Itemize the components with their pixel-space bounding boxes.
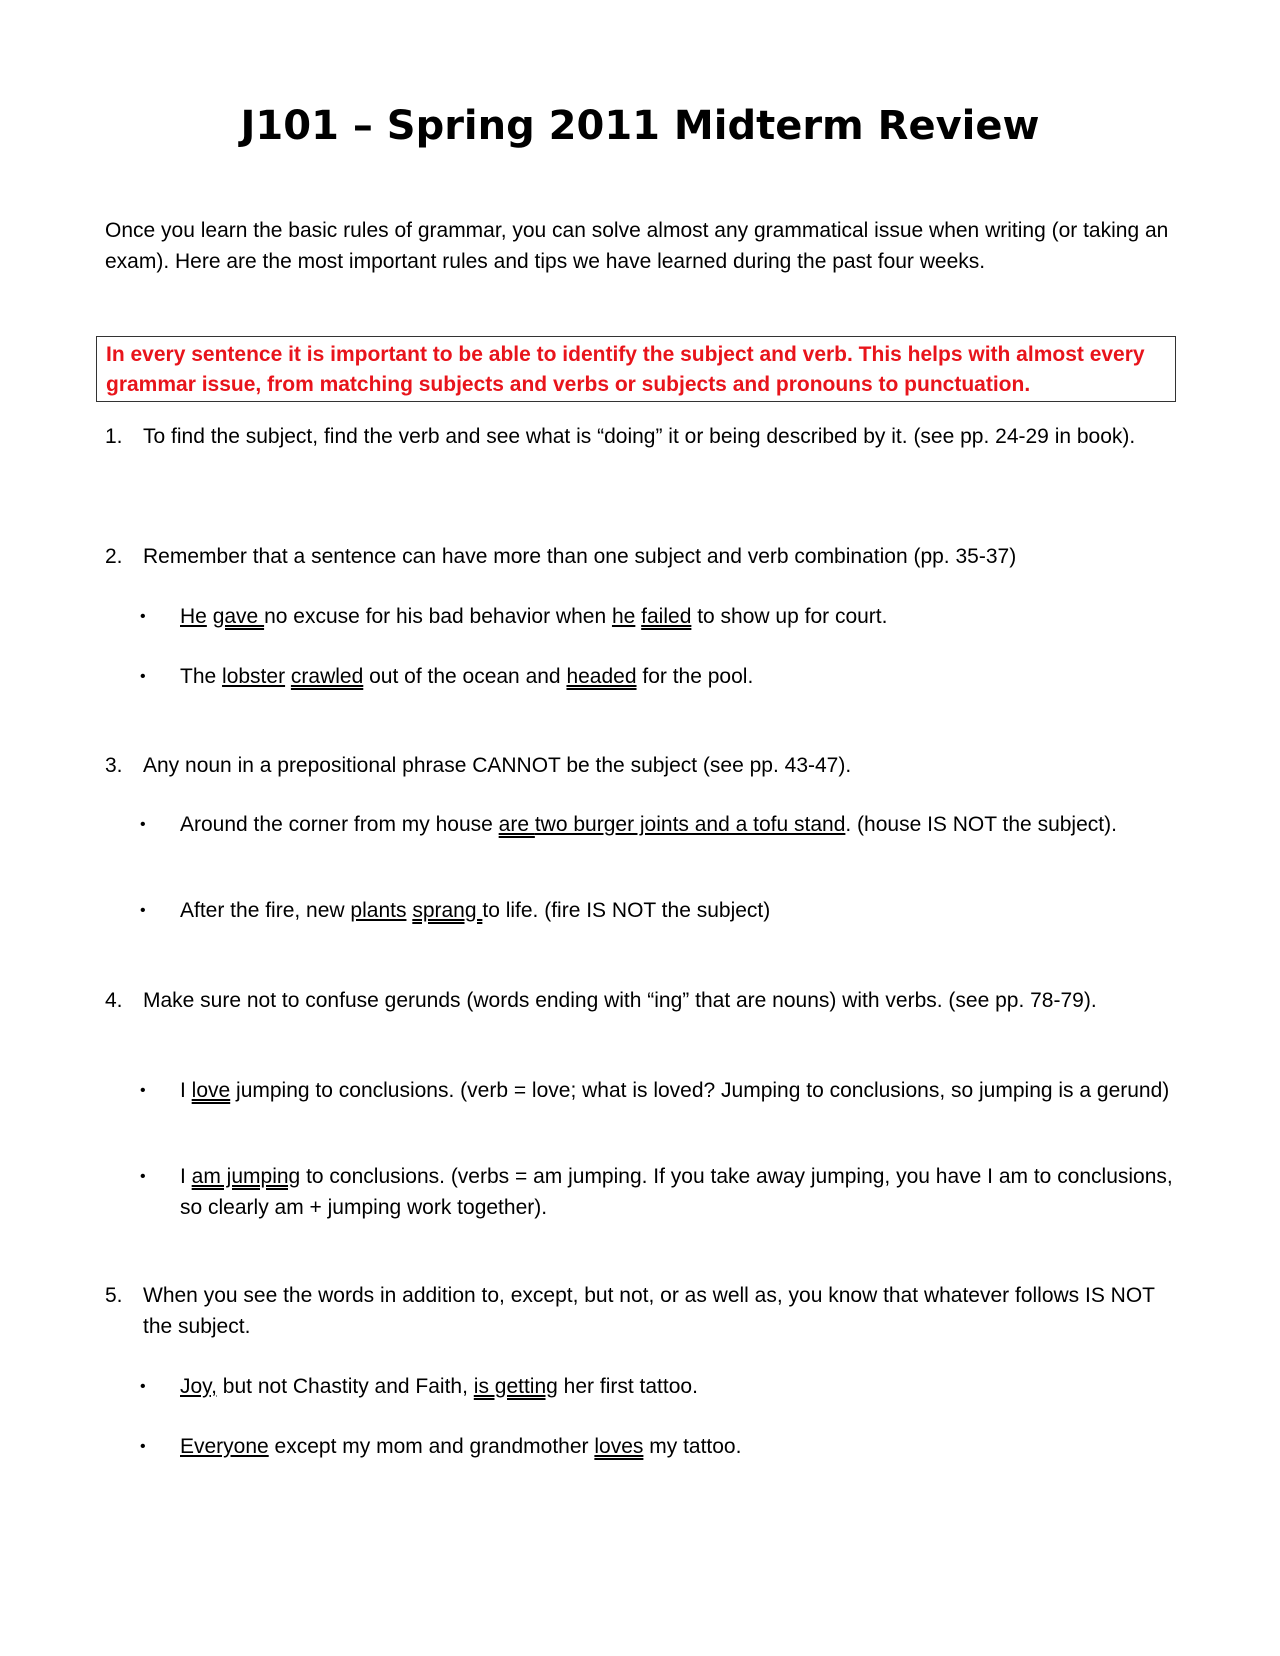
- sentence-text: no excuse for his bad behavior when: [264, 605, 612, 628]
- list-number: 1.: [105, 425, 123, 448]
- verb-double-underline: gave: [212, 605, 265, 628]
- list-item-1: [105, 421, 1185, 452]
- verb-double-underline: am jumping: [191, 1165, 301, 1188]
- example-sentence: [140, 809, 1185, 840]
- example-sentence: [140, 1075, 1185, 1106]
- sentence-text: to life. (fire IS NOT the subject): [482, 899, 771, 922]
- sentence-text: . (house IS NOT the subject).: [845, 813, 1117, 836]
- bullet-icon: •: [140, 1168, 146, 1185]
- sentence-text: out of the ocean and: [363, 665, 567, 688]
- example-sentence: [140, 1371, 1185, 1402]
- list-item-2: [105, 541, 1185, 572]
- bullet-icon: •: [140, 1082, 146, 1099]
- bullet-icon: •: [140, 608, 146, 625]
- callout-text: In every sentence it is important to be able to identify the subject and verb. This helps with almost every grammar issue, from matching subjects and verbs or subjects and pronouns to punctuation.: [106, 343, 1145, 396]
- example-sentence: [140, 895, 1185, 926]
- example-bullet: [140, 809, 1185, 840]
- subject-underline: Everyone: [180, 1435, 269, 1458]
- list-item-text: When you see the words in addition to, except, but not, or as well as, you know that whatever follows IS NOT the subject.: [143, 1284, 1155, 1338]
- bullet-icon: •: [140, 1438, 146, 1455]
- bullet-icon: •: [140, 902, 146, 919]
- verb-double-underline: love: [191, 1079, 231, 1102]
- verb-double-underline: are: [498, 813, 535, 836]
- verb-double-underline: is getting: [473, 1375, 558, 1398]
- list-number: 3.: [105, 754, 123, 777]
- list-item-text: Any noun in a prepositional phrase CANNOT be the subject (see pp. 43-47).: [143, 754, 852, 777]
- example-sentence: [140, 1161, 1185, 1223]
- bullet-icon: •: [140, 816, 146, 833]
- example-sentence: [140, 661, 1185, 692]
- verb-double-underline: sprang: [412, 899, 483, 922]
- example-sentence: [140, 601, 1185, 632]
- bullet-icon: •: [140, 1378, 146, 1395]
- verb-double-underline: crawled: [290, 665, 364, 688]
- subject-underline: two burger joints and a tofu stand: [534, 813, 846, 836]
- sentence-text: her first tattoo.: [557, 1375, 698, 1398]
- example-bullet: [140, 661, 1185, 692]
- intro-paragraph: Once you learn the basic rules of grammar, you can solve almost any grammatical issue when writing (or taking an exam). Here are the most important rules and tips we have learned during the past four weeks.: [105, 219, 1169, 273]
- list-number: 2.: [105, 545, 123, 568]
- sentence-text: jumping to conclusions. (verb = love; what is loved? Jumping to conclusions, so jumping is a gerund): [230, 1079, 1170, 1102]
- sentence-text: I: [180, 1165, 192, 1188]
- example-bullet: [140, 1431, 1185, 1462]
- verb-double-underline: failed: [641, 605, 692, 628]
- subject-underline: He: [180, 605, 207, 628]
- sentence-text: to show up for court.: [691, 605, 888, 628]
- subject-underline: Joy,: [180, 1375, 217, 1398]
- sentence-text: Around the corner from my house: [180, 813, 499, 836]
- sentence-text: my tattoo.: [643, 1435, 742, 1458]
- verb-double-underline: headed: [566, 665, 637, 688]
- list-number: 5.: [105, 1284, 123, 1307]
- sentence-text: After the fire, new: [180, 899, 351, 922]
- example-bullet: [140, 601, 1185, 632]
- sentence-text: The: [180, 665, 223, 688]
- sentence-text: I: [180, 1079, 192, 1102]
- callout-box: [96, 336, 1176, 402]
- list-item-text: Remember that a sentence can have more than one subject and verb combination (pp. 35-37): [143, 545, 1017, 568]
- subject-underline: plants: [350, 899, 407, 922]
- list-number: 4.: [105, 989, 123, 1012]
- subject-underline: lobster: [222, 665, 286, 688]
- example-sentence: [140, 1431, 1185, 1462]
- example-bullet: [140, 1371, 1185, 1402]
- example-bullet: [140, 1075, 1185, 1106]
- verb-double-underline: loves: [594, 1435, 644, 1458]
- list-item-4: [105, 985, 1185, 1016]
- example-bullet: [140, 895, 1185, 926]
- sentence-text: except my mom and grandmother: [268, 1435, 595, 1458]
- list-item-text: To find the subject, find the verb and see what is “doing” it or being described by it. (see pp. 24-29 in book).: [143, 425, 1136, 448]
- sentence-text: to conclusions. (verbs = am jumping. If you take away jumping, you have I am to conclusions, so clearly am + jumping work together).: [180, 1165, 1173, 1219]
- subject-underline: he: [611, 605, 636, 628]
- list-item-5: [105, 1280, 1185, 1342]
- list-item-text: Make sure not to confuse gerunds (words ending with “ing” that are nouns) with verbs. (see pp. 78-79).: [143, 989, 1097, 1012]
- page-title: J101 – Spring 2011 Midterm Review: [240, 103, 1040, 149]
- sentence-text: for the pool.: [636, 665, 754, 688]
- list-item-3: [105, 750, 1185, 781]
- bullet-icon: •: [140, 668, 146, 685]
- sentence-text: but not Chastity and Faith,: [216, 1375, 474, 1398]
- example-bullet: [140, 1161, 1185, 1223]
